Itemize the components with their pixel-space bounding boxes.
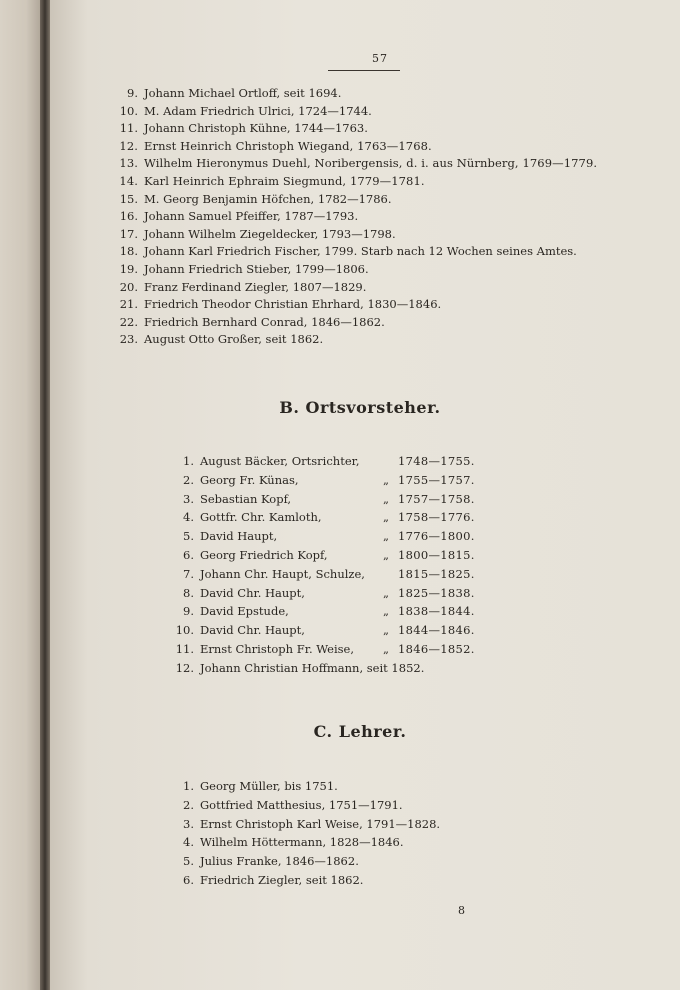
- item-name: Georg Fr. Künas,: [200, 472, 299, 487]
- item-text: Gottfried Matthesius, 1751—1791.: [200, 797, 403, 812]
- list-item: [170, 490, 475, 509]
- item-number: 11.: [119, 121, 138, 136]
- ditto-mark: [374, 565, 398, 584]
- list-item: [114, 155, 597, 173]
- item-text: Johann Wilhelm Ziegeldecker, 1793—1798.: [144, 226, 396, 241]
- item-number: 7.: [183, 566, 194, 581]
- list-item: [114, 120, 597, 138]
- item-text: Georg Müller, bis 1751.: [200, 779, 338, 793]
- ditto-mark: „: [383, 529, 389, 544]
- item-name: August Bäcker, Ortsrichter,: [200, 454, 360, 468]
- item-number: 1.: [183, 454, 194, 468]
- list-item: [170, 871, 440, 890]
- item-text: M. Adam Friedrich Ulrici, 1724—1744.: [144, 103, 372, 118]
- item-name: David Epstude,: [200, 604, 289, 619]
- list-item: [114, 103, 597, 121]
- item-name: David Chr. Haupt,: [200, 623, 305, 638]
- book-page: [50, 0, 680, 990]
- item-text: Friedrich Ziegler, seit 1862.: [200, 872, 364, 887]
- list-item: [114, 173, 597, 191]
- item-text: Johann Michael Ortloff, seit 1694.: [144, 86, 342, 100]
- item-name: Sebastian Kopf,: [200, 491, 292, 506]
- item-number: 3.: [183, 491, 194, 506]
- pastor-list: [114, 85, 597, 349]
- ditto-mark: „: [383, 510, 389, 525]
- item-number: 12.: [175, 660, 194, 675]
- item-text: Karl Heinrich Ephraim Siegmund, 1779—1781.: [144, 173, 425, 188]
- item-number: 6.: [183, 547, 194, 562]
- list-item: [114, 138, 597, 156]
- ditto-mark: „: [383, 604, 389, 619]
- item-number: 16.: [119, 209, 138, 224]
- item-number: 5.: [183, 529, 194, 544]
- ditto-mark: „: [383, 472, 389, 487]
- lehrer-list: [170, 777, 440, 890]
- item-text: Franz Ferdinand Ziegler, 1807—1829.: [144, 279, 367, 294]
- item-years: 1838—1844.: [398, 604, 475, 619]
- item-text: Julius Franke, 1846—1862.: [200, 854, 359, 869]
- list-item: [170, 777, 440, 796]
- item-name: David Haupt,: [200, 529, 278, 544]
- list-item: [114, 85, 597, 103]
- item-number: 6.: [183, 872, 194, 887]
- item-years: 1825—1838.: [398, 585, 475, 600]
- facing-page-edge: [0, 0, 44, 990]
- list-item: [170, 640, 475, 659]
- item-years: 1846—1852.: [398, 641, 475, 656]
- item-number: 4.: [183, 835, 194, 850]
- book-binding: [40, 0, 50, 990]
- item-number: 1.: [183, 779, 194, 793]
- ditto-mark: [374, 452, 398, 471]
- item-number: 22.: [119, 314, 138, 329]
- item-number: 10.: [175, 623, 194, 638]
- item-text: Ernst Christoph Karl Weise, 1791—1828.: [200, 816, 441, 831]
- list-item: [170, 602, 475, 621]
- item-text: Wilhelm Hieronymus Duehl, Noribergensis, d. i. aus Nürnberg, 1769—1779.: [144, 156, 598, 171]
- list-item: [170, 621, 475, 640]
- list-item: [170, 796, 440, 815]
- list-item: [170, 584, 475, 603]
- list-item: [170, 815, 440, 834]
- list-item: [170, 565, 475, 584]
- page-number: 57: [372, 52, 388, 65]
- list-item: [170, 452, 475, 471]
- item-years: 1844—1846.: [398, 623, 475, 638]
- item-number: 10.: [119, 103, 138, 118]
- list-item: [170, 527, 475, 546]
- list-item: [114, 314, 597, 332]
- item-text: Friedrich Bernhard Conrad, 1846—1862.: [144, 314, 385, 329]
- item-number: 9.: [127, 86, 138, 100]
- item-name: Georg Friedrich Kopf,: [200, 547, 328, 562]
- item-text: Johann Samuel Pfeiffer, 1787—1793.: [144, 209, 359, 224]
- item-number: 21.: [119, 297, 138, 312]
- item-number: 23.: [119, 332, 138, 347]
- item-name: Johann Chr. Haupt, Schulze,: [200, 566, 365, 581]
- item-number: 12.: [119, 138, 138, 153]
- list-item: [114, 226, 597, 244]
- item-number: 2.: [183, 797, 194, 812]
- section-heading-ortsvorsteher: B. Ortsvorsteher.: [279, 398, 441, 417]
- list-item: [114, 296, 597, 314]
- item-number: 11.: [175, 641, 194, 656]
- item-number: 13.: [119, 156, 138, 171]
- item-years: 1815—1825.: [398, 566, 475, 581]
- ditto-mark: „: [383, 585, 389, 600]
- ditto-mark: „: [383, 491, 389, 506]
- item-years: 1757—1758.: [398, 491, 475, 506]
- section-heading-lehrer: C. Lehrer.: [313, 722, 407, 741]
- item-name: Gottfr. Chr. Kamloth,: [200, 510, 322, 525]
- signature-mark: 8: [458, 904, 465, 917]
- list-item: [170, 471, 475, 490]
- list-item: [170, 659, 475, 678]
- item-number: 2.: [183, 472, 194, 487]
- item-text: Ernst Heinrich Christoph Wiegand, 1763—1768.: [144, 138, 432, 153]
- list-item: [170, 852, 440, 871]
- list-item: [114, 331, 597, 349]
- item-years: 1758—1776.: [398, 510, 475, 525]
- ditto-mark: „: [383, 547, 389, 562]
- item-text: M. Georg Benjamin Höfchen, 1782—1786.: [144, 191, 392, 206]
- item-years: 1776—1800.: [398, 529, 475, 544]
- item-number: 20.: [119, 279, 138, 294]
- item-name: David Chr. Haupt,: [200, 585, 305, 600]
- item-number: 8.: [183, 585, 194, 600]
- ditto-mark: „: [383, 641, 389, 656]
- list-item: [170, 546, 475, 565]
- item-years: 1748—1755.: [398, 454, 475, 468]
- ortsvorsteher-list: [170, 452, 475, 678]
- ditto-mark: „: [383, 623, 389, 638]
- item-text: August Otto Großer, seit 1862.: [144, 332, 324, 347]
- item-number: 15.: [119, 191, 138, 206]
- list-item: [114, 243, 597, 261]
- item-number: 17.: [119, 226, 138, 241]
- item-text: Johann Karl Friedrich Fischer, 1799. Starb nach 12 Wochen seines Amtes.: [144, 244, 577, 259]
- item-number: 9.: [183, 604, 194, 619]
- item-text: Friedrich Theodor Christian Ehrhard, 1830—1846.: [144, 297, 442, 312]
- item-text: Johann Christoph Kühne, 1744—1763.: [144, 121, 368, 136]
- item-number: 4.: [183, 510, 194, 525]
- item-number: 3.: [183, 816, 194, 831]
- header-rule: [328, 70, 400, 71]
- item-number: 5.: [183, 854, 194, 869]
- item-number: 19.: [119, 261, 138, 276]
- item-number: 14.: [119, 173, 138, 188]
- item-years: 1755—1757.: [398, 472, 475, 487]
- item-name: Ernst Christoph Fr. Weise,: [200, 641, 354, 656]
- list-item: [114, 208, 597, 226]
- list-item: [114, 279, 597, 297]
- item-years: 1800—1815.: [398, 547, 475, 562]
- item-number: 18.: [119, 244, 138, 259]
- list-item: [170, 508, 475, 527]
- item-text: Johann Friedrich Stieber, 1799—1806.: [144, 261, 369, 276]
- item-name: Johann Christian Hoffmann, seit 1852.: [200, 660, 425, 675]
- item-text: Wilhelm Höttermann, 1828—1846.: [200, 835, 404, 850]
- list-item: [114, 191, 597, 209]
- list-item: [114, 261, 597, 279]
- list-item: [170, 833, 440, 852]
